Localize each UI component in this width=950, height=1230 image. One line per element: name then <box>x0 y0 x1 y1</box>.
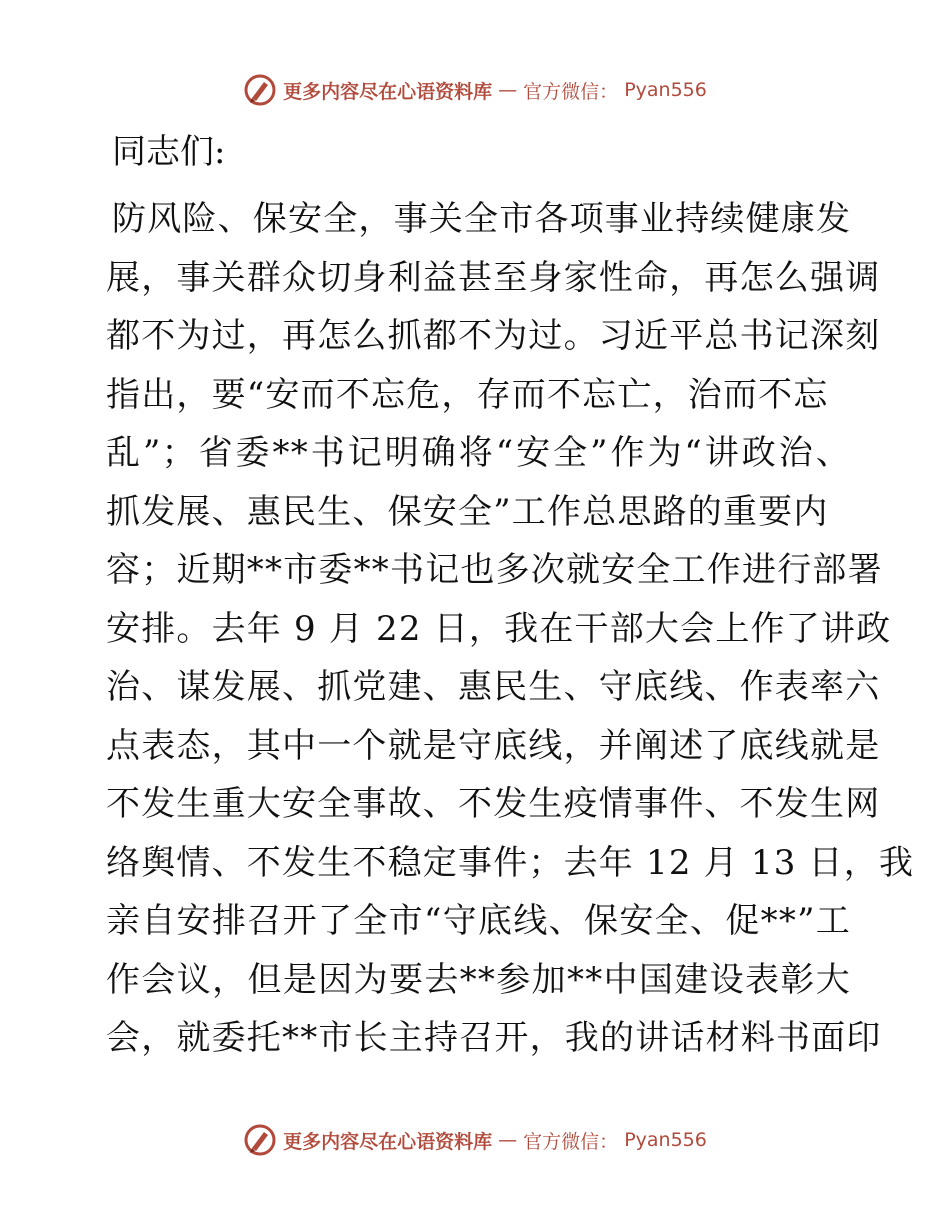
document-body <box>106 124 915 1068</box>
text-line: 会，就委托**市长主持召开，我的讲话材料书面印 <box>106 1018 882 1058</box>
greeting: 同志们: <box>112 132 226 172</box>
text-line: 防风险、保安全，事关全市各项事业持续健康发 <box>112 199 852 239</box>
text-line: 不发生重大安全事故、不发生疫情事件、不发生网 <box>106 784 881 824</box>
text-line: 抓发展、惠民生、保安全”工作总思路的重要内 <box>106 491 829 532</box>
text-line: 都不为过，再怎么抓都不为过。习近平总书记深刻 <box>106 316 881 356</box>
watermark-prefix: 官方微信： <box>523 80 619 103</box>
footer-watermark <box>0 1120 950 1160</box>
text-line: 作会议，但是因为要去**参加**中国建设表彰大 <box>106 959 851 1000</box>
watermark-prefix: 官方微信： <box>523 1130 619 1153</box>
watermark-separator: — <box>498 1129 518 1151</box>
watermark-separator: — <box>498 79 518 101</box>
watermark-wechat-id: Pyan556 <box>624 1129 707 1151</box>
text-line: 治、谋发展、抓党建、惠民生、守底线、作表率六 <box>106 667 881 707</box>
watermark-brand: 更多内容尽在心语资料库 <box>283 1130 493 1153</box>
text-line: 点表态，其中一个就是守底线，并阐述了底线就是 <box>106 725 881 766</box>
text-line: 络舆情、不发生不稳定事件；去年 12 月 13 日，我 <box>106 842 915 883</box>
text-line: 安排。去年 9 月 22 日，我在干部大会上作了讲政 <box>106 608 892 649</box>
pen-logo-icon <box>243 1123 277 1157</box>
header-watermark <box>0 70 950 110</box>
text-line: 乱”；省委**书记明确将“安全”作为“讲政治、 <box>106 433 851 473</box>
text-line: 指出，要“安而不忘危，存而不忘亡，治而不忘 <box>106 374 829 415</box>
text-line: 容；近期**市委**书记也多次就安全工作进行部署 <box>106 550 883 590</box>
watermark-wechat-id: Pyan556 <box>624 79 707 101</box>
text-line: 展，事关群众切身利益甚至身家性命，再怎么强调 <box>106 257 881 298</box>
text-line: 亲自安排召开了全市“守底线、保安全、促**”工 <box>106 901 851 941</box>
watermark-brand: 更多内容尽在心语资料库 <box>283 80 493 103</box>
pen-logo-icon <box>243 73 277 107</box>
